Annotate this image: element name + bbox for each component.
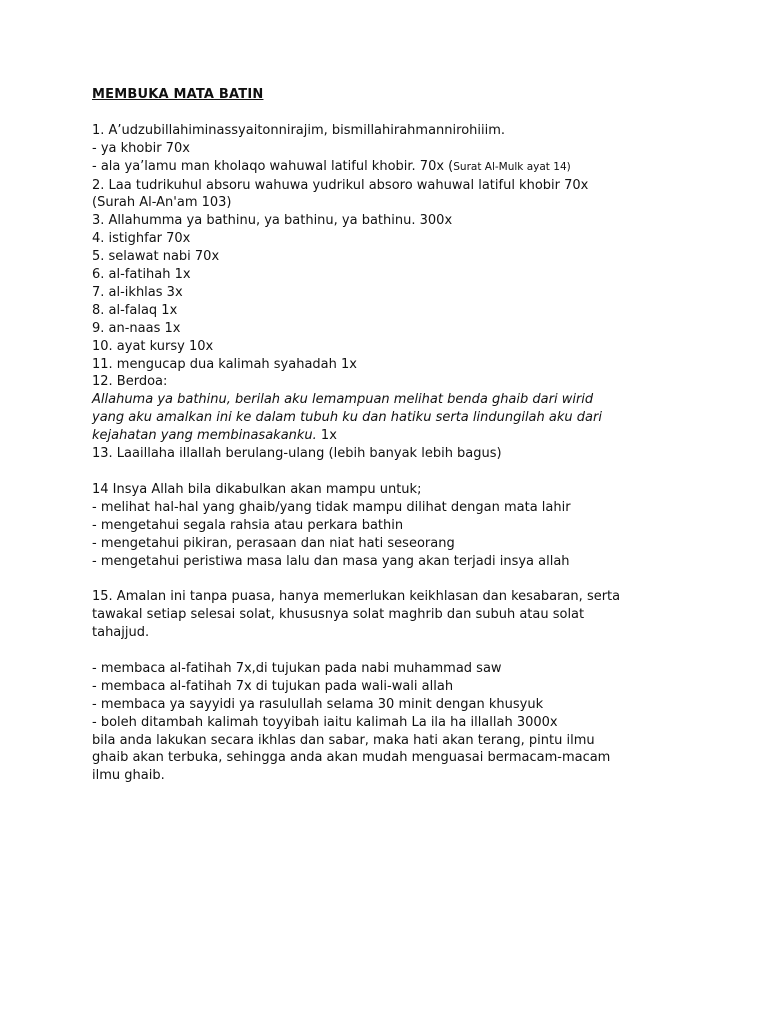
step-line <box>92 158 692 177</box>
prayer-line: yang aku amalkan ini ke dalam tubuh ku dan hatiku serta lindungilah aku dari <box>92 410 602 426</box>
additional-line: bila anda lakukan secara ikhlas dan sabar, maka hati akan terang, pintu ilmu <box>92 732 595 748</box>
benefit-line: 14 Insya Allah bila dikabulkan akan mampu untuk; <box>92 481 422 497</box>
additional-line: - membaca al-fatihah 7x di tujukan pada wali-wali allah <box>92 678 454 694</box>
note-line: 15. Amalan ini tanpa puasa, hanya memerlukan keikhlasan dan kesabaran, serta <box>92 589 621 605</box>
prayer-text: kejahatan yang membinasakanku. <box>92 428 317 444</box>
step-line: 13. Laaillaha illallah berulang-ulang (lebih banyak lebih bagus) <box>92 446 502 462</box>
document-title: MEMBUKA MATA BATIN <box>92 87 264 102</box>
step-line: 6. al-fatihah 1x <box>92 267 191 283</box>
section-steps <box>92 122 692 463</box>
benefit-line: - melihat hal-hal yang ghaib/yang tidak mampu dilihat dengan mata lahir <box>92 499 571 515</box>
prayer-count: 1x <box>316 428 337 444</box>
step-line: 12. Berdoa: <box>92 374 168 390</box>
step-line: 2. Laa tudrikuhul absoru wahuwa yudrikul absoro wahuwal latiful khobir 70x <box>92 177 589 193</box>
step-line: 11. mengucap dua kalimah syahadah 1x <box>92 356 357 372</box>
section-benefits <box>92 481 692 571</box>
step-line: 1. A’udzubillahiminassyaitonnirajim, bismillahirahmannirohiiim. <box>92 122 506 138</box>
prayer-line: Allahuma ya bathinu, berilah aku lemampuan melihat benda ghaib dari wirid <box>92 392 594 408</box>
step-reference: Surat Al-Mulk ayat 14) <box>453 160 571 173</box>
additional-line: - membaca ya sayyidi ya rasulullah selama 30 minit dengan khusyuk <box>92 696 544 712</box>
section-additional <box>92 660 692 785</box>
step-line: 10. ayat kursy 10x <box>92 338 214 354</box>
step-line: 8. al-falaq 1x <box>92 302 178 318</box>
note-line: tahajjud. <box>92 625 150 641</box>
step-line: 3. Allahumma ya bathinu, ya bathinu, ya bathinu. 300x <box>92 213 453 229</box>
step-line: 4. istighfar 70x <box>92 231 191 247</box>
additional-line: ghaib akan terbuka, sehingga anda akan mudah menguasai bermacam-macam <box>92 750 611 766</box>
step-line: - ya khobir 70x <box>92 140 190 156</box>
step-line: 9. an-naas 1x <box>92 320 181 336</box>
document-page <box>92 86 692 785</box>
step-text: - ala ya’lamu man kholaqo wahuwal latiful khobir. 70x ( <box>92 158 454 174</box>
step-line: 5. selawat nabi 70x <box>92 249 220 265</box>
step-line: 7. al-ikhlas 3x <box>92 284 183 300</box>
benefit-line: - mengetahui pikiran, perasaan dan niat hati seseorang <box>92 535 455 551</box>
spacer <box>92 463 692 481</box>
prayer-line <box>92 427 692 445</box>
spacer <box>92 104 692 122</box>
benefit-line: - mengetahui peristiwa masa lalu dan masa yang akan terjadi insya allah <box>92 553 570 569</box>
step-line: (Surah Al-An'am 103) <box>92 195 232 211</box>
spacer <box>92 642 692 660</box>
spacer <box>92 570 692 588</box>
note-line: tawakal setiap selesai solat, khususnya solat maghrib dan subuh atau solat <box>92 607 585 623</box>
section-practice-notes <box>92 588 692 642</box>
additional-line: ilmu ghaib. <box>92 768 165 784</box>
benefit-line: - mengetahui segala rahsia atau perkara bathin <box>92 517 404 533</box>
additional-line: - boleh ditambah kalimah toyyibah iaitu kalimah La ila ha illallah 3000x <box>92 714 558 730</box>
additional-line: - membaca al-fatihah 7x,di tujukan pada nabi muhammad saw <box>92 660 502 676</box>
